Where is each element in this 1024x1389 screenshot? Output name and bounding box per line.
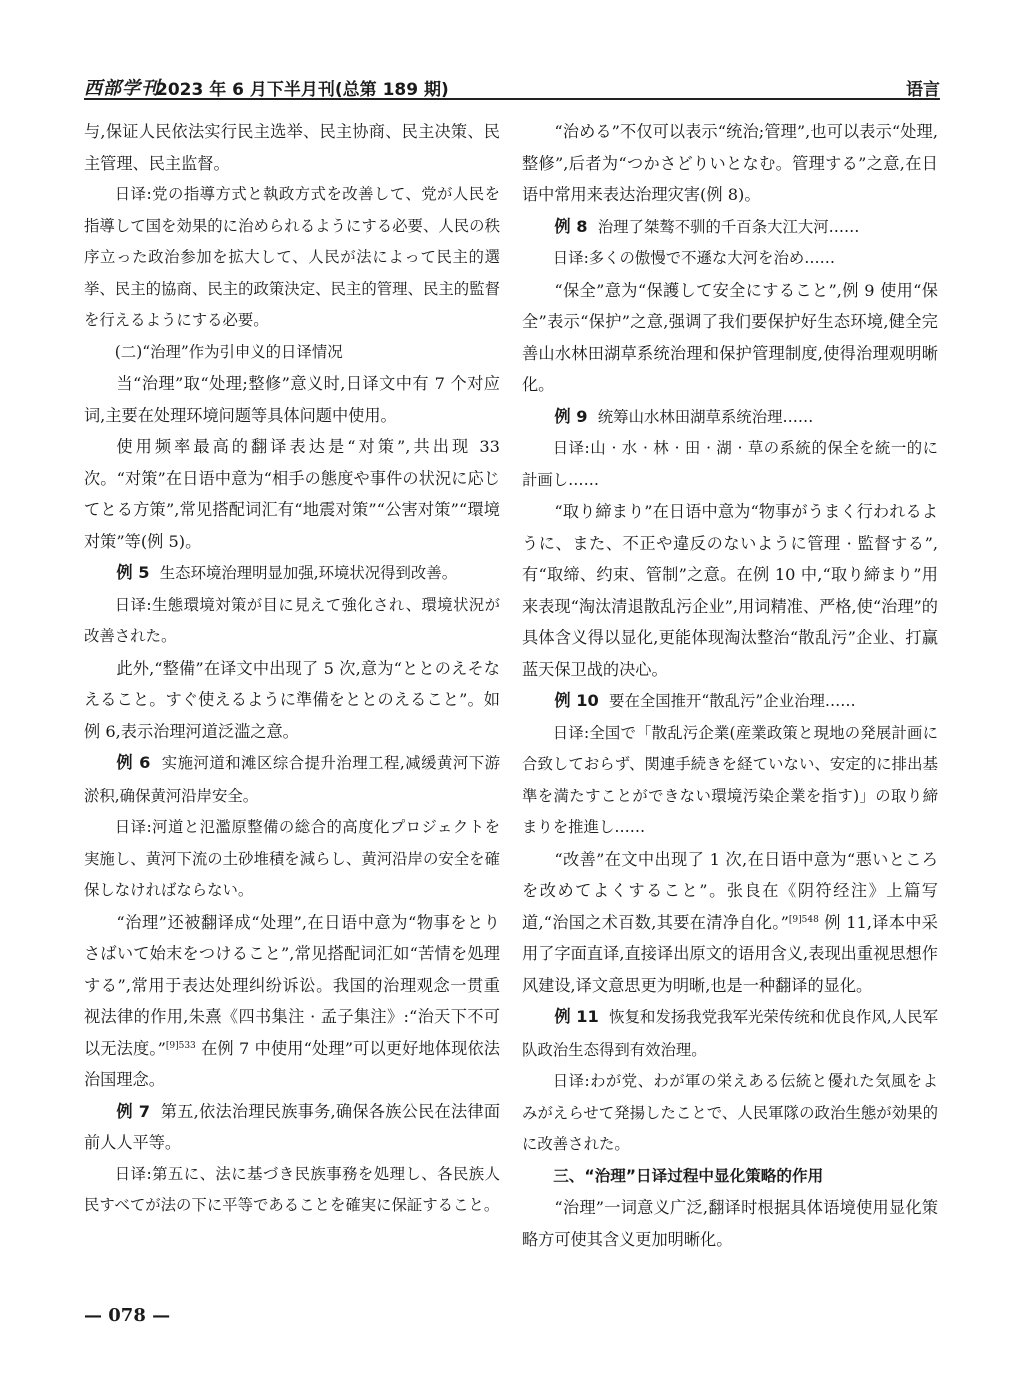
paragraph: “治める”不仅可以表示“统治;管理”,也可以表示“处理,整修”,后者为“つかさどりいとなむ。管理する”之意,在日语中常用来表达治理灾害(例 8)。 bbox=[522, 122, 938, 204]
example-label: 例 10 bbox=[554, 691, 599, 710]
example-label: 例 7 bbox=[116, 1101, 150, 1121]
japanese-translation: 日译:河道と氾濫原整備の総合的高度化プロジェクトを実施し、黄河下流の土砂堆積を減らし、黄河沿岸の安全を確保しなければならない。 bbox=[84, 818, 500, 899]
page-number: — 078 — bbox=[84, 1305, 171, 1326]
example-text: 第五,依法治理民族事务,确保各族公民在法律面前人人平等。 bbox=[84, 1101, 501, 1152]
paragraph: “治理”一词意义广泛,翻译时根据具体语境使用显化策略方可使其含义更加明晰化。 bbox=[522, 1198, 938, 1249]
example-label: 例 11 bbox=[554, 1007, 599, 1026]
japanese-translation: 日译:第五に、法に基づき民族事務を処理し、各民族人民すべてが法の下に平等であることを確実に保証すること。 bbox=[84, 1164, 500, 1214]
paragraph: “取り締まり”在日语中意为“物事がうまく行われるように、また、不正や違反のないように管理 · 監督する”,有“取缔、约束、管制”之意。在例 10 中,“取り締まり”用来表现“淘汰清退散乱污企业”,用词精准、严格,使“治理”的具体含义得以显化,更能体现淘汰整治“散乱污”企业、打赢蓝天保卫战的决心。 bbox=[522, 502, 938, 679]
japanese-translation: 日译:山 · 水 · 林 · 田 · 湖 · 草の系統的保全を統一的に計画し…… bbox=[522, 439, 938, 489]
paragraph-text: 例 11,译本中采用了字面直译,直接译出原文的语用含义,表现出重视思想作风建设,译文意思更为明晰,也是一种翻译的显化。 bbox=[522, 912, 938, 995]
example-text: 生态环境治理明显加强,环境状况得到改善。 bbox=[159, 564, 458, 582]
japanese-translation: 日译:多くの傲慢で不遜な大河を治め…… bbox=[552, 249, 836, 267]
example-text: 治理了桀骜不驯的千百条大江大河…… bbox=[597, 217, 860, 236]
paragraph: 与,保证人民依法实行民主选举、民主协商、民主决策、民主管理、民主监督。 bbox=[84, 122, 500, 173]
japanese-translation: 日译:生態環境対策が目に見えて強化され、環境状況が改善された。 bbox=[84, 595, 500, 645]
example-9 bbox=[522, 401, 938, 434]
left-column bbox=[84, 116, 500, 1222]
citation: [9]533 bbox=[165, 1040, 196, 1051]
japanese-translation: 日译:わが党、わが軍の栄えある伝統と優れた気風をよみがえらせて発揚したことで、人民軍隊の政治生態が効果的に改善された。 bbox=[522, 1072, 938, 1153]
paragraph-text: “治理”还被翻译成“处理”,在日语中意为“物事をとりさばいて始末をつけること”,常见搭配词汇如“苦情を処理する”,常用于表达处理纠纷诉讼。我国的治理观念一贯重视法律的作用,朱熹《四书集注 · 孟子集注》:“治天下不可以无法度。” bbox=[84, 912, 500, 1058]
section-name: 语言 bbox=[906, 80, 940, 100]
example-label: 例 5 bbox=[116, 563, 150, 582]
example-5 bbox=[84, 557, 500, 590]
example-11 bbox=[522, 1001, 938, 1066]
example-7 bbox=[84, 1096, 500, 1159]
paragraph: 使用频率最高的翻译表达是“对策”,共出现 33 次。“对策”在日语中意为“相手の態度や事件の状況に応じてとる方策”,常见搭配词汇有“地震对策”“公害对策”“環境对策”等(例 5)。 bbox=[84, 437, 500, 551]
japanese-translation: 日译:全国で「散乱污企業(産業政策と現地の発展計画に合致しておらず、関連手続きを経ていない、安定的に排出基準を満たすことができない環境汚染企業を指す)」の取り締まりを推進し…… bbox=[522, 723, 938, 836]
paragraph bbox=[522, 844, 938, 1002]
paragraph: 当“治理”取“处理;整修”意义时,日译文中有 7 个对应词,主要在处理环境问题等具体问题中使用。 bbox=[84, 374, 500, 425]
example-text: 统筹山水林田湖草系统治理…… bbox=[597, 407, 814, 426]
example-label: 例 6 bbox=[116, 753, 151, 772]
example-text: 恢复和发扬我党我军光荣传统和优良作风,人民军队政治生态得到有效治理。 bbox=[522, 1008, 938, 1059]
example-label: 例 8 bbox=[554, 216, 588, 236]
paragraph bbox=[84, 907, 500, 1096]
right-column bbox=[522, 116, 938, 1255]
example-text: 实施河道和滩区综合提升治理工程,减缓黄河下游淤积,确保黄河沿岸安全。 bbox=[84, 754, 500, 805]
paragraph: “保全”意为“保護して安全にすること”,例 9 使用“保全”表示“保护”之意,强调了我们要保护好生态环境,健全完善山水林田湖草系统治理和保护管理制度,使得治理观明晰化。 bbox=[522, 280, 938, 394]
issue-info: 2023 年 6 月下半月刊(总第 189 期) bbox=[156, 80, 449, 100]
section-heading: 三、“治理”日译过程中显化策略的作用 bbox=[553, 1166, 824, 1185]
paragraph: 此外,“整備”在译文中出现了 5 次,意为“ととのえそなえること。すぐ使えるように準備をととのえること”。如例 6,表示治理河道泛滥之意。 bbox=[84, 658, 500, 741]
paragraph-text: 在例 7 中使用“处理”可以更好地体现依法治国理念。 bbox=[84, 1038, 500, 1089]
example-text: 要在全国推开“散乱污”企业治理…… bbox=[609, 692, 856, 710]
japanese-translation: 日译:党の指導方式と執政方式を改善して、党が人民を指導して国を効果的に治められるようにする必要、人民の秩序立った政治参加を拡大して、人民が法によって民主的選挙、民主的協商、民主的政策決定、民主的管理、民主的監督を行えるようにする必要。 bbox=[84, 185, 500, 329]
example-label: 例 9 bbox=[554, 406, 588, 426]
subsection-heading: (二)“治理”作为引申义的日译情况 bbox=[114, 342, 343, 361]
paragraph-text: “改善”在文中出现了 1 次,在日语中意为“悪いところを改めてよくすること”。张良在《阴符经注》上篇写道,“治国之术百数,其要在清净自化。” bbox=[522, 849, 938, 932]
example-10 bbox=[522, 685, 938, 718]
example-8 bbox=[522, 211, 938, 244]
example-6 bbox=[84, 747, 500, 812]
citation: [9]548 bbox=[788, 914, 819, 925]
running-header bbox=[84, 72, 940, 100]
journal-logo: 西部学刊 bbox=[84, 78, 160, 99]
